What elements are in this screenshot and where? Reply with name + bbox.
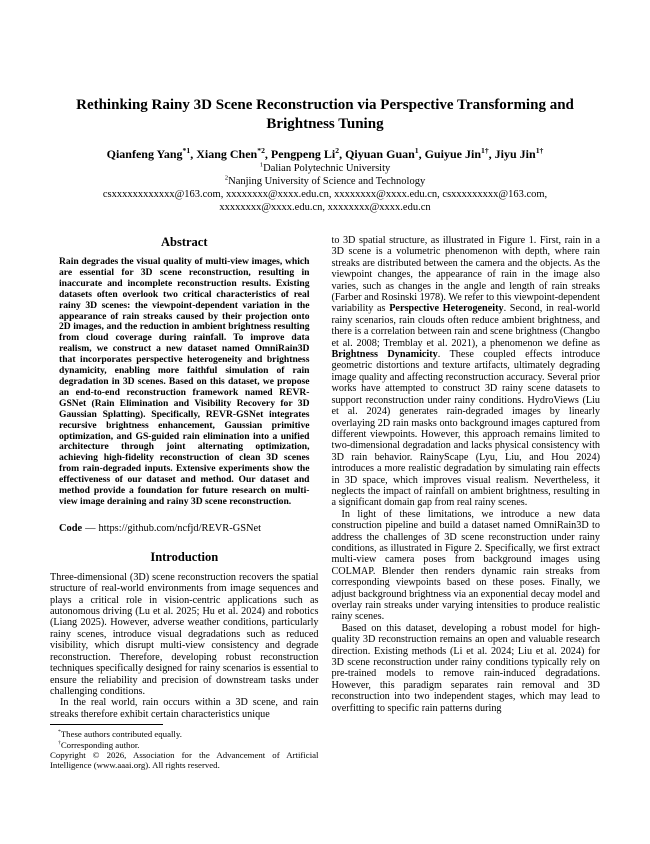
left-column	[50, 235, 319, 771]
email-line-1: csxxxxxxxxxxxx@163.com, xxxxxxxx@xxxx.edu.cn, xxxxxxxx@xxxx.edu.cn, csxxxxxxxxx@163.com,	[102, 189, 548, 200]
affiliation-line-2: $^2$Nanjing University of Science and Technology	[224, 174, 426, 187]
code-label: Code	[59, 522, 83, 534]
emails-block	[50, 189, 600, 214]
two-column-body	[50, 235, 600, 771]
authors-line: Qianfeng Yang$^{*1}$, Xiang Chen$^{*2}$, Pengpeng Li$^2$, Qiyuan Guan$^1$, Guiyue Jin$^{1\dagger}$, Jiyu Jin$^{1\dagger}$	[106, 146, 544, 161]
copyright-notice: Copyright © 2026, Association for the Advancement of Artificial Intelligence (www.aaai.org). All rights reserved.	[50, 749, 319, 771]
introduction-heading: Introduction	[150, 549, 219, 564]
intro-paragraph-2: In the real world, rain occurs within a 3D scene, and rain streaks therefore exhibit certain characteristics unique	[50, 697, 319, 720]
footnote-corresponding-author: †Corresponding author.	[58, 739, 140, 750]
footnotes-block	[50, 720, 319, 771]
footnote-equal-contribution: *These authors contributed equally.	[58, 729, 182, 740]
code-separator: —	[85, 522, 96, 534]
paper-header	[50, 96, 600, 214]
code-url[interactable]: https://github.com/ncfjd/REVR-GSNet	[98, 522, 261, 534]
email-line-2: xxxxxxxx@xxxx.edu.cn, xxxxxxxx@xxxx.edu.cn	[219, 201, 431, 213]
code-line	[50, 523, 319, 535]
body-paragraph-dataset: In light of these limitations, we introduce a new data construction pipeline and build a dataset named OmniRain3D to address the challenges of 3D scene reconstruction under rainy conditions, as illustrated in Figure 2. Specifically, we first extract multi-view camera poses from background images using COLMAP. Blender then renders dynamic rain streaks from corresponding viewpoints based on these poses. Finally, we adjust background brightness via an exponential decay model and overlay rain streaks under varying intensities to produce realistic rainy scenes.	[331, 508, 600, 623]
affiliation-line-1: $^1$Dalian Polytechnic University	[259, 161, 391, 174]
abstract-text: Rain degrades the visual quality of multi-view images, which are essential for 3D scene reconstruction, resulting in inaccurate and incomplete reconstruction results. Existing datasets often overlook two critical characteristics of real rainy 3D scenes: the viewpoint-dependent variation in the appearance of rain streaks caused by their projection onto 2D images, and the reduction in ambient brightness resulting from cloud coverage during rainfall. To improve data realism, we construct a new dataset named OmniRain3D that incorporates perspective heterogeneity and brightness dynamicity, enabling more faithful simulation of rain degradation in 3D scenes. Based on this dataset, we propose an end-to-end reconstruction framework named REVR-GSNet (Rain Elimination and Visibility Recovery for 3D Gaussian Splatting). Specifically, REVR-GSNet integrates recursive brightness enhancement, Gaussian primitive optimization, and GS-guided rain elimination into a unified architecture through joint alternating optimization, achieving high-fidelity reconstruction of clean 3D scenes from rain-degraded inputs. Extensive experiments show the effectiveness of our dataset and method. Our dataset and method provide a foundation for future research on multi-view image deraining and rainy 3D scene reconstruction.	[59, 256, 310, 507]
footnote-rule	[50, 724, 163, 725]
body-paragraph-method: Based on this dataset, developing a robust model for high-quality 3D reconstruction remains an open and valuable research direction. Existing methods (Li et al. 2024; Liu et al. 2024) for 3D scene reconstruction under rainy conditions typically rely on pre-trained models to remove rain-induced degradations. However, this paradigm separates rain removal and 3D reconstruction into two independent stages, which may lead to overfitting to specific rain patterns during	[331, 622, 600, 714]
right-column	[332, 235, 601, 771]
body-paragraph-continuation: to 3D spatial structure, as illustrated in Figure 1. First, rain in a 3D scene is a volumetric phenomenon with depth, where rain streaks are distributed between the camera and the objects. As the viewpoint changes, the appearance of rain in the image also varies, such as changes in the angle and length of rain streaks (Farber and Rosinski 1978). We refer to this viewpoint-dependent variability as Perspective Heterogeneity. Second, in real-world rainy scenarios, rain clouds often reduce ambient brightness, and there is a correlation between rain and scene brightness (Changbo et al. 2008; Tremblay et al. 2021), a phenomenon we define as Brightness Dynamicity. These coupled effects introduce geometric distortions and texture artifacts, ultimately degrading image quality and affecting reconstruction accuracy. Several prior works have attempted to construct 3D rainy scene datasets to support reconstruction under rainy conditions. HydroViews (Liu et al. 2024) generates rain-degraded images by linearly overlaying 2D rain masks onto background images captured from different viewpoints. However, this approach remains limited to two-dimensional degradation and lacks physical consistency with 3D rain behavior. RainyScape (Lyu, Liu, and Hou 2024) introduces a more realistic degradation by simulating rain effects in 3D space, which improves visual realism. Nevertheless, it neglects the impact of rainfall on ambient brightness, resulting in a significant domain gap from real rainy scenes.	[331, 235, 600, 509]
paper-title: Rethinking Rainy 3D Scene Reconstruction via Perspective Transforming and Brightness Tuning	[76, 97, 574, 132]
intro-paragraph-1: Three-dimensional (3D) scene reconstruction recovers the spatial structure of real-world environments from image sequences and plays a critical role in vision-centric applications such as autonomous driving (Lu et al. 2025; Hu et al. 2024) and robotics (Liang 2025). However, adverse weather conditions, particularly rainy scenes, introduce visual degradations such as reduced visibility, which disrupt multi-view consistency and degrade reconstruction. Therefore, developing robust reconstruction techniques specifically designed for rainy scenarios is essential to ensure the reliability and precision of downstream tasks under challenging conditions.	[50, 571, 319, 697]
affiliations-block	[50, 163, 600, 188]
introduction-section	[50, 550, 319, 572]
abstract-section	[50, 235, 319, 535]
abstract-heading: Abstract	[160, 235, 208, 249]
